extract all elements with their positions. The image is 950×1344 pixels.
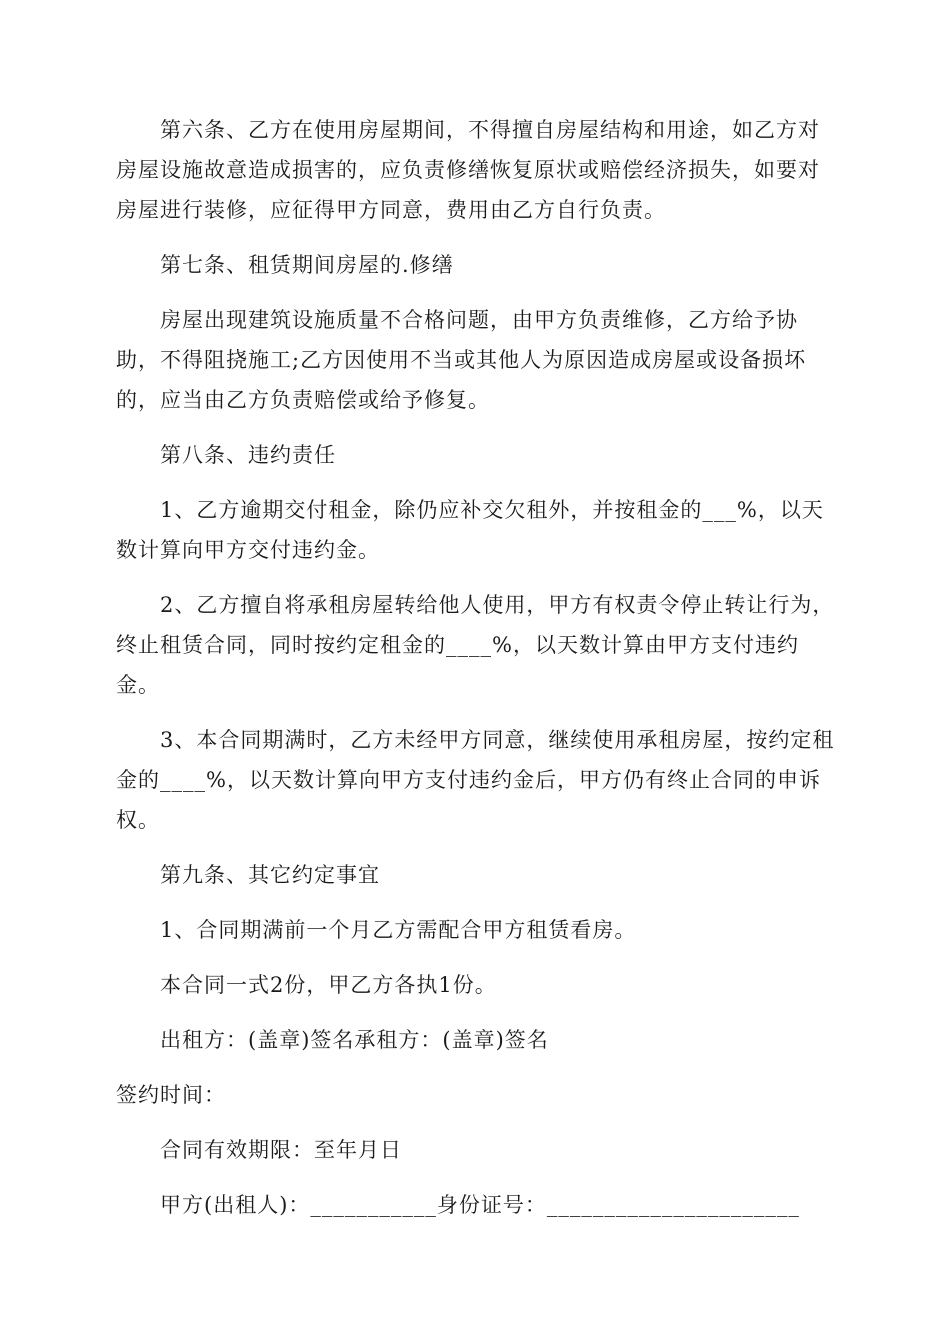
article-9-clause-1: 1、合同期满前一个月乙方需配合甲方租赁看房。 <box>160 918 637 942</box>
article-8-clause-2: 2、乙方擅自将承租房屋转给他人使用，甲方有权责令停止转让行为，终止租赁合同，同时按约定租金的____%，以天数计算由甲方支付违约金。 <box>116 593 835 697</box>
signature-line: 出租方：(盖章)签名承租方：(盖章)签名 <box>160 1028 549 1052</box>
article-9-heading: 第九条、其它约定事宜 <box>160 863 380 887</box>
validity-period-line: 合同有效期限：至年月日 <box>160 1138 402 1162</box>
party-a-id-line: 甲方(出租人)：___________身份证号：______________________ <box>160 1193 800 1217</box>
article-7-body: 房屋出现建筑设施质量不合格问题，由甲方负责维修，乙方给予协助，不得阻挠施工;乙方因使用不当或其他人为原因造成房屋或设备损坏的，应当由乙方负责赔偿或给予修复。 <box>116 308 807 412</box>
document-page <box>116 110 836 1240</box>
article-8-clause-3: 3、本合同期满时，乙方未经甲方同意，继续使用承租房屋，按约定租金的____%，以天数计算向甲方支付违约金后，甲方仍有终止合同的申诉权。 <box>116 728 835 832</box>
copies-statement: 本合同一式2份，甲乙方各执1份。 <box>160 973 497 997</box>
article-8-clause-1: 1、乙方逾期交付租金，除仍应补交欠租外，并按租金的___%，以天数计算向甲方交付违约金。 <box>116 498 824 562</box>
article-6-paragraph: 第六条、乙方在使用房屋期间，不得擅自房屋结构和用途，如乙方对房屋设施故意造成损害的，应负责修缮恢复原状或赔偿经济损失，如要对房屋进行装修，应征得甲方同意，费用由乙方自行负责。 <box>116 118 820 222</box>
signing-date-label: 签约时间： <box>116 1083 226 1107</box>
article-7-heading: 第七条、租赁期间房屋的.修缮 <box>160 253 454 277</box>
article-8-heading: 第八条、违约责任 <box>160 443 336 467</box>
